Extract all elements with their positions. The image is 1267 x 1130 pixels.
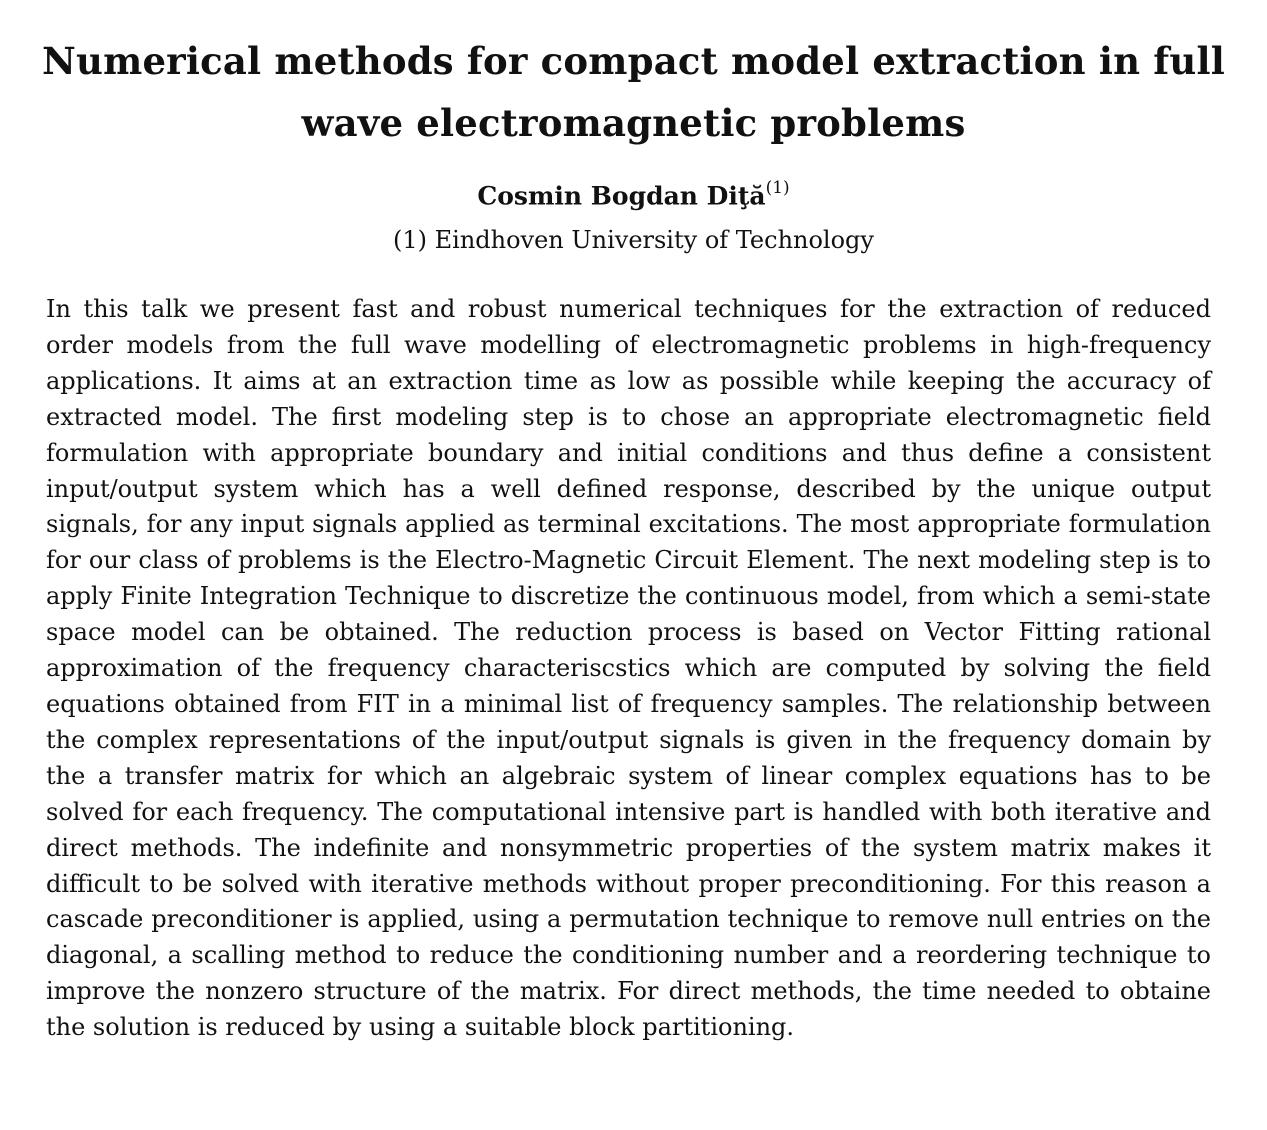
author-affiliation: (1) Eindhoven University of Technology — [393, 226, 874, 254]
author-affiliation-mark: (1) — [765, 178, 790, 198]
author-name: Cosmin Bogdan Diţă — [477, 181, 766, 211]
paper-title: Numerical methods for compact model extraction in full wave electromagnetic problems — [41, 39, 1226, 145]
author-line — [0, 172, 1267, 214]
abstract-text: In this talk we present fast and robust numerical techniques for the extraction of reduced order models from the full wave modelling of electromagnetic problems in high-frequency applications. It aims at an extraction time as low as possible while keeping the accuracy of extracted model. The first modeling step is to chose an appropriate electromagnetic field formulation with appropriate boundary and initial conditions and thus define a consistent input/output system which has a well defined response, described by the unique output signals, for any input signals applied as terminal excitations. The most appropriate formulation for our class of problems is the Electro-Magnetic Circuit Element. The next modeling step is to apply Finite Integration Technique to discretize the continuous model, from which a semi-state space model can be obtained. The reduction process is based on Vector Fitting rational approximation of the frequency characteriscstics which are computed by solving the field equations obtained from FIT in a minimal list of frequency samples. The relationship between the complex representations of the input/output signals is given in the frequency domain by the a transfer matrix for which an algebraic system of linear complex equations has to be solved for each frequency. The computational intensive part is handled with both iterative and direct methods. The indefinite and nonsymmetric properties of the system matrix makes it difficult to be solved with iterative methods without proper preconditioning. For this reason a cascade preconditioner is applied, using a permutation technique to remove null entries on the diagonal, a scalling method to reduce the conditioning number and a reordering technique to improve the nonzero structure of the matrix. For direct methods, the time needed to obtaine the solution is reduced by using a suitable block partitioning. — [46, 295, 1211, 1042]
